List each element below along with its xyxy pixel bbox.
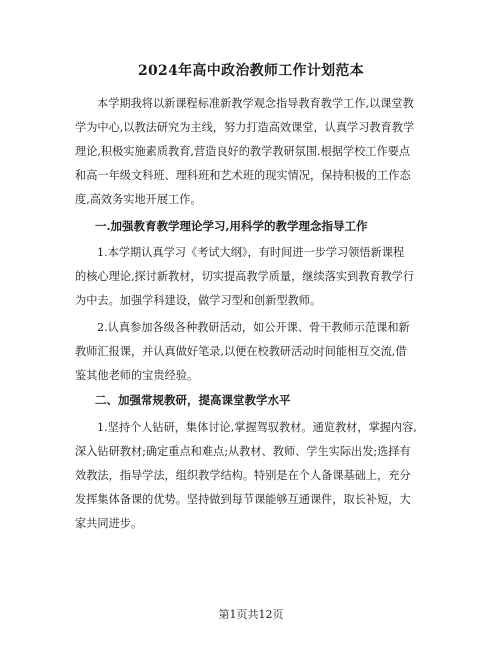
intro-line: 学为中心,以教法研究为主线，努力打造高效课堂，认真学习教育教学 bbox=[75, 121, 415, 134]
document-title: 2024年高中政治教师工作计划范本 bbox=[137, 63, 365, 79]
paragraph-line: 的核心理论,探讨新教材，切实提高教学质量，继续落实到教育教学行 bbox=[75, 270, 415, 283]
intro-paragraph bbox=[75, 92, 435, 212]
paragraph-line: 为中去。加强学科建设，做学习型和创新型教师。 bbox=[75, 294, 322, 307]
paragraph-line: 深入钻研教材;确定重点和难点;从教材、教师、学生实际出发;选择有 bbox=[75, 445, 411, 458]
paragraph-line: 1.坚持个人钻研，集体讨论,掌握驾驭教材。通览教材，掌握内容, bbox=[97, 421, 417, 434]
page-footer: 第1页共12页 bbox=[218, 608, 284, 621]
paragraph-line: 鉴其他老师的宝贵经验。 bbox=[75, 369, 199, 382]
intro-line: 本学期我将以新课程标准新教学观念指导教育教学工作,以课堂教 bbox=[97, 97, 414, 110]
paragraph-line: 效教法，指导学法，组织教学结构。特别是在个人备课基础上，充分 bbox=[75, 469, 411, 482]
section2-paragraph-1 bbox=[75, 416, 435, 536]
intro-line: 度,高效务实地开展工作。 bbox=[75, 193, 202, 206]
paragraph-line: 2.认真参加各级各种教研活动，如公开课、骨干教师示范课和新 bbox=[97, 321, 410, 334]
intro-line: 理论,积极实施素质教育,营造良好的教学教研氛围.根据学校工作要点 bbox=[75, 145, 411, 158]
paragraph-line: 教师汇报课，并认真做好笔录,以便在校教研活动时间能相互交流,借 bbox=[75, 345, 407, 358]
section1-paragraph-1 bbox=[75, 241, 435, 313]
paragraph-line: 家共同进步。 bbox=[75, 517, 143, 530]
paragraph-line: 1.本学期认真学习《考试大纲》，有时间进一步学习领悟新课程 bbox=[97, 246, 405, 259]
intro-line: 和高一年级文科班、理科班和艺术班的现实情况，保持积极的工作态 bbox=[75, 169, 411, 182]
paragraph-line: 发挥集体备课的优势。坚持做到每节课能够互通课件，取长补短，大 bbox=[75, 493, 411, 506]
section1-heading: 一.加强教育教学理论学习,用科学的教学理念指导工作 bbox=[95, 219, 368, 233]
section2-heading: 二、加强常规教研，提高课堂教学水平 bbox=[95, 393, 291, 407]
section1-paragraph-2 bbox=[75, 316, 435, 388]
